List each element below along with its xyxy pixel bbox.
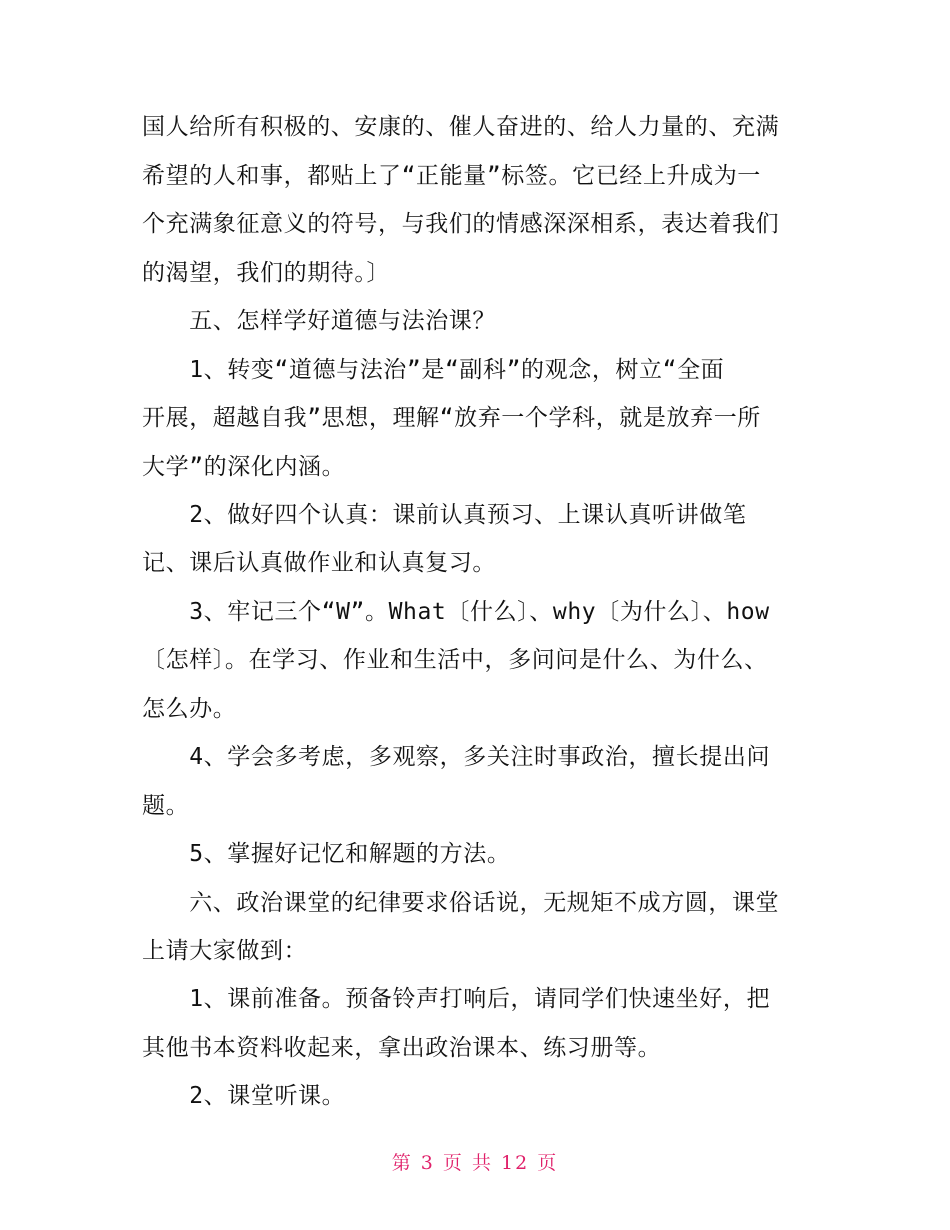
text-line: 个充满象征意义的符号，与我们的情感深深相系，表达着我们 bbox=[142, 211, 780, 237]
text-line: 大学”的深化内涵。 bbox=[142, 454, 346, 480]
text-line: 的渴望，我们的期待。〕 bbox=[142, 260, 391, 286]
text-line: 题。 bbox=[142, 793, 190, 819]
text-line: 1、课前准备。预备铃声打响后，请同学们快速坐好，把 bbox=[142, 986, 771, 1012]
section-heading: 五、怎样学好道德与法治课？ bbox=[142, 308, 496, 334]
text-line: 1、转变“道德与法治”是“副科”的观念，树立“全面 bbox=[142, 357, 725, 383]
text-line: 开展，超越自我”思想，理解“放弃一个学科，就是放弃一所 bbox=[142, 405, 761, 431]
text-line: 5、掌握好记忆和解题的方法。 bbox=[142, 841, 511, 867]
text-line: 其他书本资料收起来，拿出政治课本、练习册等。 bbox=[142, 1035, 662, 1061]
section-heading: 六、政治课堂的纪律要求俗话说，无规矩不成方圆，课堂 bbox=[142, 890, 780, 916]
text-line: 希望的人和事，都贴上了“正能量”标签。它已经上升成为一 bbox=[142, 163, 761, 189]
text-line: 〔怎样〕。在学习、作业和生活中，多问问是什么、为什么、 bbox=[142, 647, 768, 673]
text-line: 记、课后认真做作业和认真复习。 bbox=[142, 550, 496, 576]
text-line: 怎么办。 bbox=[142, 696, 237, 722]
text-line: 国人给所有积极的、安康的、催人奋进的、给人力量的、充满 bbox=[142, 114, 780, 140]
page-number-footer: 第 3 页 共 12 页 bbox=[391, 1152, 559, 1174]
text-line: 2、做好四个认真：课前认真预习、上课认真听讲做笔 bbox=[142, 502, 747, 528]
text-line: 4、学会多考虑，多观察，多关注时事政治，擅长提出问 bbox=[142, 744, 771, 770]
text-line: 上请大家做到： bbox=[142, 938, 308, 964]
text-line: 3、牢记三个“W”。What〔什么〕、why〔为什么〕、how bbox=[142, 599, 770, 625]
text-line: 2、课堂听课。 bbox=[142, 1083, 346, 1109]
